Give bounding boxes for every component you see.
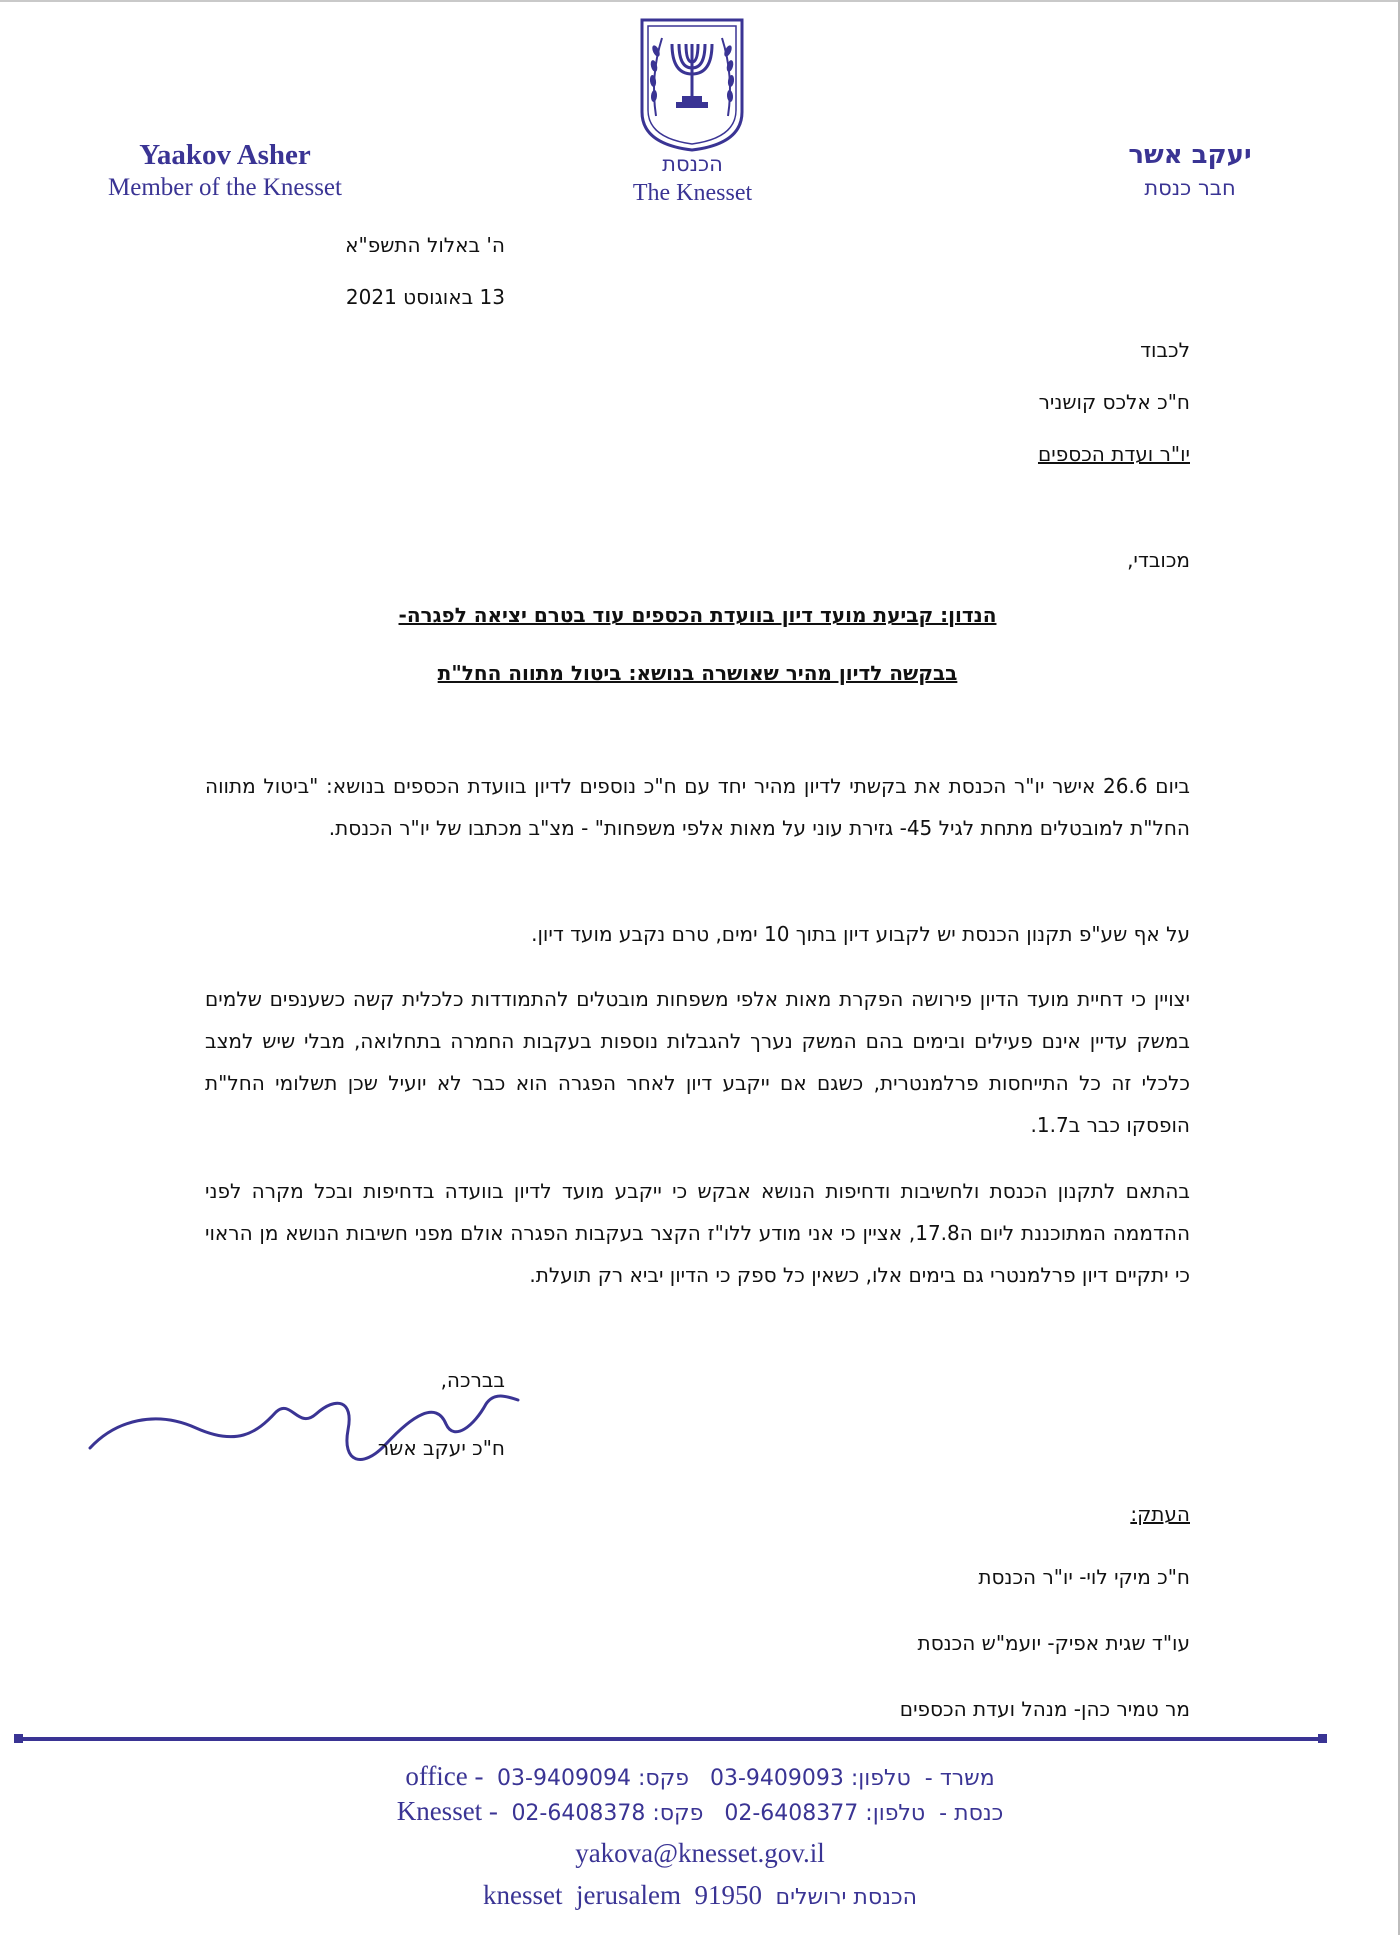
- page-top-border: [0, 0, 1400, 10]
- body-paragraph-3: יצויין כי דחיית מועד הדיון פירושה הפקרת מאות אלפי משפחות מובטלים להתמודדות כלכלית קשה כשענפים שלמים במשק עדיין אינם פעילים ובימים בהם המשק נערך להגבלות נוספות בעקבות החמרה בתחלואה, מבלי שיש למצב כלכלי זה כל התייחסות פרלמנטרית, כשגם אם ייקבע דיון לאחר הפגרה הוא כבר לא יועיל שכן תשלומי החל"ת הופסקו כבר ב1.7.: [205, 987, 1190, 1137]
- signature-scribble: [86, 1370, 526, 1480]
- footer-address-line: [200, 1877, 1200, 1916]
- subject-line-2: [205, 661, 1190, 685]
- recipient-honorific: לכבוד: [1140, 338, 1190, 362]
- knesset-emblem-icon: [636, 16, 748, 152]
- body-paragraph-1: ביום 26.6 אישר יו"ר הכנסת את בקשתי לדיון מהיר יחד עם ח"כ נוספים לדיון בוועדת הכספים בנושא: "ביטול מתווה החל"ת למובטלים מתחת לגיל 45- גזירת עוני על מאות אלפי משפחות" - מצ"ב מכתבו של יו"ר הכנסת.: [205, 774, 1190, 840]
- mk-role-hebrew: חבר כנסת: [1144, 176, 1236, 200]
- mk-role-english: Member of the Knesset: [108, 174, 342, 201]
- footer-knesset-line: [200, 1793, 1200, 1832]
- footer-email[interactable]: yakova@knesset.gov.il: [575, 1838, 825, 1868]
- footer-divider: [18, 1737, 1323, 1741]
- cc-item-1: ח"כ מיקי לוי- יו"ר הכנסת: [978, 1565, 1190, 1589]
- recipient-title-text: יו"ר ועדת הכספים: [1037, 442, 1190, 466]
- mk-name-english: Yaakov Asher: [139, 139, 311, 171]
- greeting: מכובדי,: [1127, 548, 1190, 572]
- mk-name-hebrew: יעקב אשר: [1128, 140, 1252, 170]
- subject-line-1: [205, 603, 1190, 627]
- letterhead-english: [90, 138, 360, 204]
- footer-address-en: knesset jerusalem 91950: [483, 1880, 762, 1910]
- recipient-title: [205, 442, 1190, 466]
- cc-item-2: עו"ד שגית אפיק- יועמ"ש הכנסת: [917, 1631, 1190, 1655]
- footer-divider-end-right: [1318, 1734, 1327, 1743]
- subject-line-2-text: בבקשה לדיון מהיר שאושרה בנושא: ביטול מתווה החל"ת: [437, 661, 958, 685]
- cc-title-text: העתק:: [1130, 1502, 1190, 1526]
- date-gregorian: 13 באוגוסט 2021: [345, 285, 505, 309]
- subject-line-1-text: : קביעת מועד דיון בוועדת הכספים עוד בטרם יציאה לפגרה-: [398, 603, 949, 627]
- footer-knesset-he: כנסת - טלפון: 02-6408377 פקס: 02-6408378: [511, 1801, 1004, 1826]
- date-hebrew: ה' באלול התשפ"א: [345, 233, 505, 257]
- footer-divider-end-left: [14, 1734, 23, 1743]
- body-paragraph-4: בהתאם לתקנון הכנסת ולחשיבות ודחיפות הנושא אבקש כי ייקבע מועד לדיון בוועדה בדחיפות ובכל מקרה לפני ההדממה המתוכננת ליום ה17.8, אציין כי אני מודע ללו"ז הקצר בעקבות הפגרה אולם מפני חשיבות הנושא מן הראוי כי יתקיים דיון פרלמנטרי גם בימים אלו, כשאין כל ספק כי הדיון יביא רק תועלת.: [205, 1179, 1191, 1287]
- footer-office-en: office -: [405, 1761, 484, 1791]
- letterhead-hebrew: [1090, 138, 1290, 204]
- cc-item-3: מר טמיר כהן- מנהל ועדת הכספים: [899, 1697, 1190, 1721]
- footer-office-line: [200, 1758, 1200, 1797]
- subject-prefix: הנדון: [948, 603, 997, 627]
- cc-title: [205, 1502, 1190, 1526]
- footer-office-he: משרד - טלפון: 03-9409093 פקס: 03-9409094: [497, 1766, 995, 1791]
- footer-knesset-en: Knesset -: [396, 1796, 498, 1826]
- closing-regards: בברכה,: [440, 1368, 505, 1392]
- letterhead-knesset: [590, 150, 795, 208]
- footer-address-he: הכנסת ירושלים: [775, 1885, 917, 1910]
- knesset-name-hebrew: הכנסת: [662, 152, 723, 176]
- body-paragraph-2: על אף שע"פ תקנון הכנסת יש לקבוע דיון בתוך 10 ימים, טרם נקבע מועד דיון.: [531, 922, 1190, 946]
- closing-signer: ח"כ יעקב אשר: [377, 1436, 505, 1460]
- recipient-name: ח"כ אלכס קושניר: [1038, 390, 1190, 414]
- knesset-name-english: The Knesset: [632, 180, 753, 206]
